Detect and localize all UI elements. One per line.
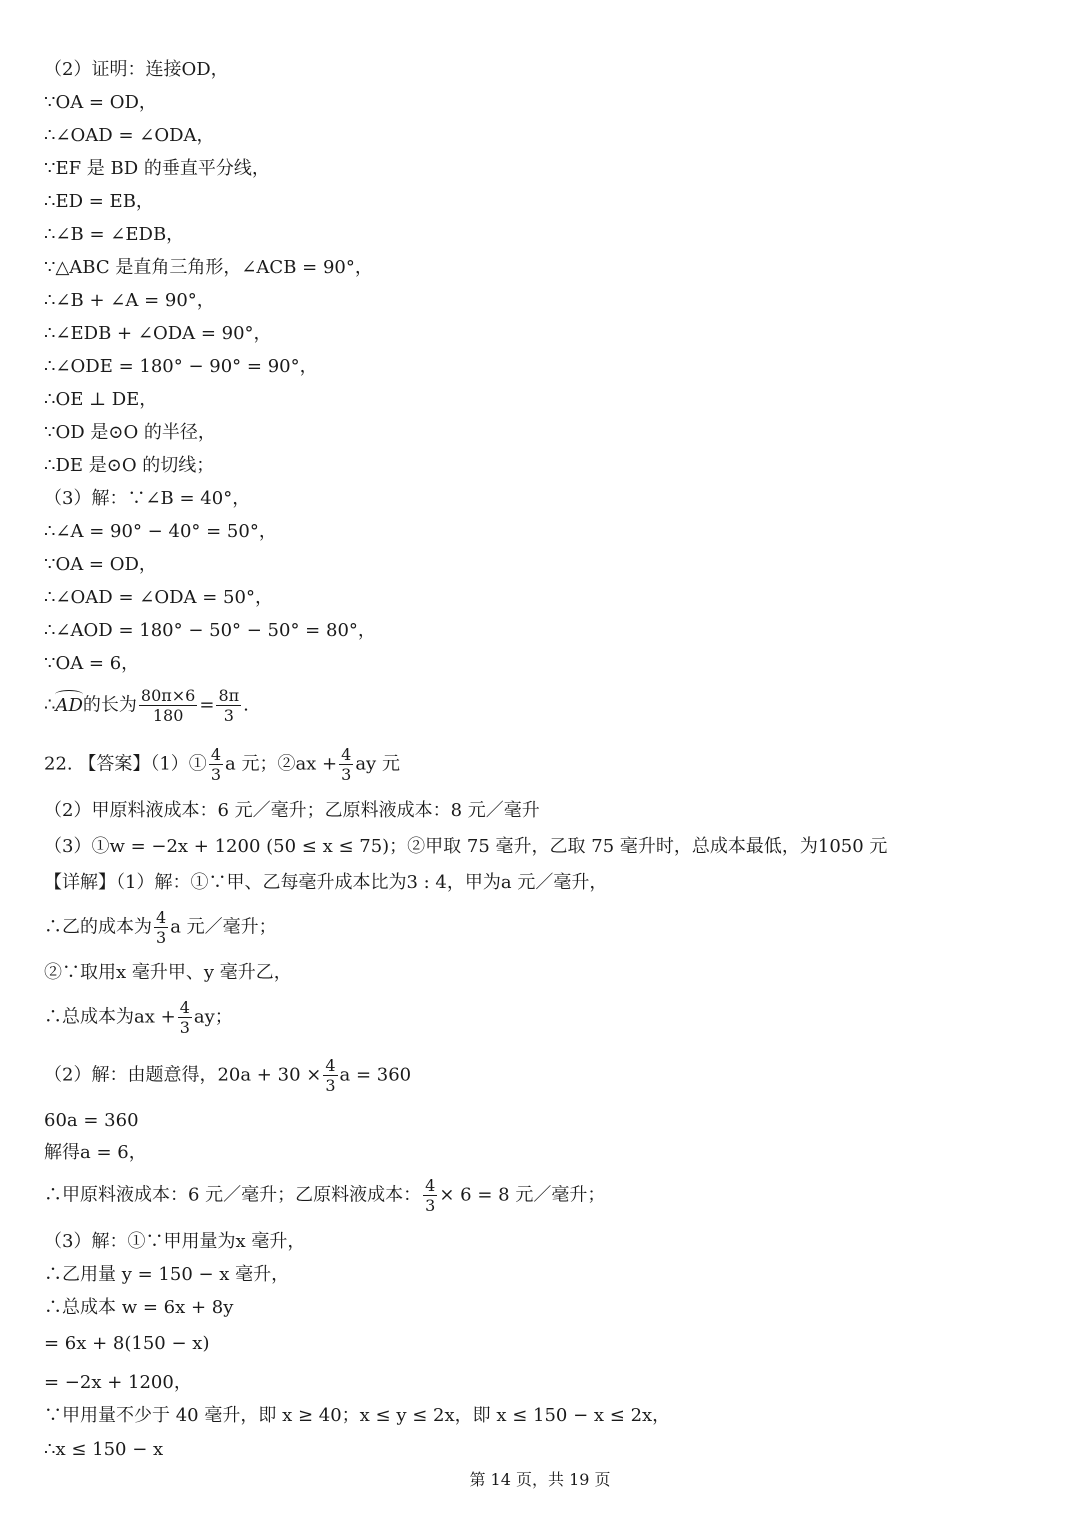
arc-ad: AD — [55, 694, 83, 716]
detail-line: ∴x ≤ 150 − x — [44, 1439, 164, 1460]
text-line: ∵OA = OD， — [44, 92, 157, 113]
text-line: ∴∠A = 90° − 40° = 50°， — [44, 521, 277, 542]
denominator: 3 — [179, 1018, 190, 1037]
denominator: 3 — [210, 765, 221, 784]
denominator: 180 — [152, 706, 184, 725]
fraction — [209, 745, 223, 784]
fraction — [178, 998, 192, 1037]
numerator: 4 — [325, 1056, 336, 1075]
text: ay； — [193, 1006, 233, 1028]
numerator: 8π — [218, 686, 240, 705]
text: ay 元 — [355, 753, 400, 775]
text-line: ∴∠OAD = ∠ODA = 50°， — [44, 587, 273, 608]
denominator: 3 — [425, 1196, 436, 1215]
fraction — [423, 1176, 437, 1215]
fraction — [154, 908, 168, 947]
numerator: 4 — [156, 908, 167, 927]
text: ∴甲原料液成本：6 元／毫升；乙原料液成本： — [44, 1184, 422, 1206]
detail-line: ∴总成本 w = 6x + 8y — [44, 1297, 234, 1318]
detail-line: ②∵取用x 毫升甲、y 毫升乙， — [44, 962, 292, 983]
text-line: （2）证明：连接OD， — [44, 59, 229, 80]
text: × 6 = 8 元／毫升； — [439, 1184, 606, 1206]
numerator: 4 — [425, 1176, 436, 1195]
detail-line: 解得a = 6， — [44, 1142, 147, 1163]
detail-line: = −2x + 1200， — [44, 1372, 192, 1393]
detail-line: 60a = 360 — [44, 1110, 139, 1131]
text-line: ∴DE 是⊙O 的切线； — [44, 455, 215, 476]
denominator: 3 — [341, 765, 352, 784]
numerator: 4 — [210, 745, 221, 764]
detail-line: = 6x + 8(150 − x) — [44, 1333, 210, 1354]
text-line: ∴ED = EB， — [44, 191, 154, 212]
numerator: 80π×6 — [140, 686, 196, 705]
text-line: ∴∠B + ∠A = 90°， — [44, 290, 215, 311]
therefore-symbol: ∴ — [44, 694, 56, 716]
denominator: 3 — [325, 1076, 336, 1095]
text-line: ∵OD 是⊙O 的半径， — [44, 422, 216, 443]
text-line: ∴∠EDB + ∠ODA = 90°， — [44, 323, 272, 344]
detail-line: ∴乙用量 y = 150 − x 毫升， — [44, 1264, 290, 1285]
text: a 元／毫升； — [170, 916, 277, 938]
text: 22. 【答案】（1）① — [44, 753, 207, 775]
detail-line — [44, 908, 277, 947]
text-line: ∴∠B = ∠EDB， — [44, 224, 185, 245]
text: ∴总成本为ax + — [44, 1006, 176, 1028]
page-footer: 第 14 页，共 19 页 — [469, 1470, 611, 1489]
answer-line-3: （3）①w = −2x + 1200 (50 ≤ x ≤ 75)；②甲取 75 毫升，乙取 75 毫升时，总成本最低，为1050 元 — [44, 836, 888, 857]
fraction — [216, 686, 241, 725]
text-line: （3）解：∵∠B = 40°， — [44, 488, 251, 509]
text: ∴乙的成本为 — [44, 916, 152, 938]
fraction — [339, 745, 353, 784]
text-line: ∵△ABC 是直角三角形，∠ACB = 90°， — [44, 257, 373, 278]
fraction — [323, 1056, 337, 1095]
text-line: ∵OA = OD， — [44, 554, 157, 575]
answer-line-2: （2）甲原料液成本：6 元／毫升；乙原料液成本：8 元／毫升 — [44, 800, 540, 821]
text-line: ∴∠AOD = 180° − 50° − 50° = 80°， — [44, 620, 376, 641]
detail-line: （3）解：①∵甲用量为x 毫升， — [44, 1231, 306, 1252]
denominator: 3 — [156, 928, 167, 947]
text: a = 360 — [339, 1064, 412, 1086]
detail-line — [44, 1176, 605, 1215]
detail-line: ∵甲用量不少于 40 毫升，即 x ≥ 40；x ≤ y ≤ 2x，即 x ≤ 150 − x ≤ 2x， — [44, 1405, 671, 1426]
text-line: ∴OE ⊥ DE， — [44, 389, 158, 410]
numerator: 4 — [179, 998, 190, 1017]
numerator: 4 — [341, 745, 352, 764]
denominator: 3 — [223, 706, 234, 725]
fraction — [139, 686, 197, 725]
detail-line — [44, 998, 233, 1037]
period: . — [243, 694, 249, 716]
text-line: ∵EF 是 BD 的垂直平分线， — [44, 158, 270, 179]
detail-line: 【详解】（1）解：①∵甲、乙每毫升成本比为3 : 4，甲为a 元／毫升， — [44, 872, 608, 893]
text: a 元；②ax + — [225, 753, 338, 775]
text-line: ∴∠OAD = ∠ODA， — [44, 125, 215, 146]
answer-line — [44, 745, 400, 784]
equals: = — [199, 694, 215, 716]
text-line: ∴∠ODE = 180° − 90° = 90°， — [44, 356, 318, 377]
text: 的长为 — [82, 694, 137, 716]
text-line: ∵OA = 6， — [44, 653, 140, 674]
text: （2）解：由题意得，20a + 30 × — [44, 1064, 322, 1086]
detail-line — [44, 1056, 411, 1095]
arc-length-line — [44, 686, 249, 725]
